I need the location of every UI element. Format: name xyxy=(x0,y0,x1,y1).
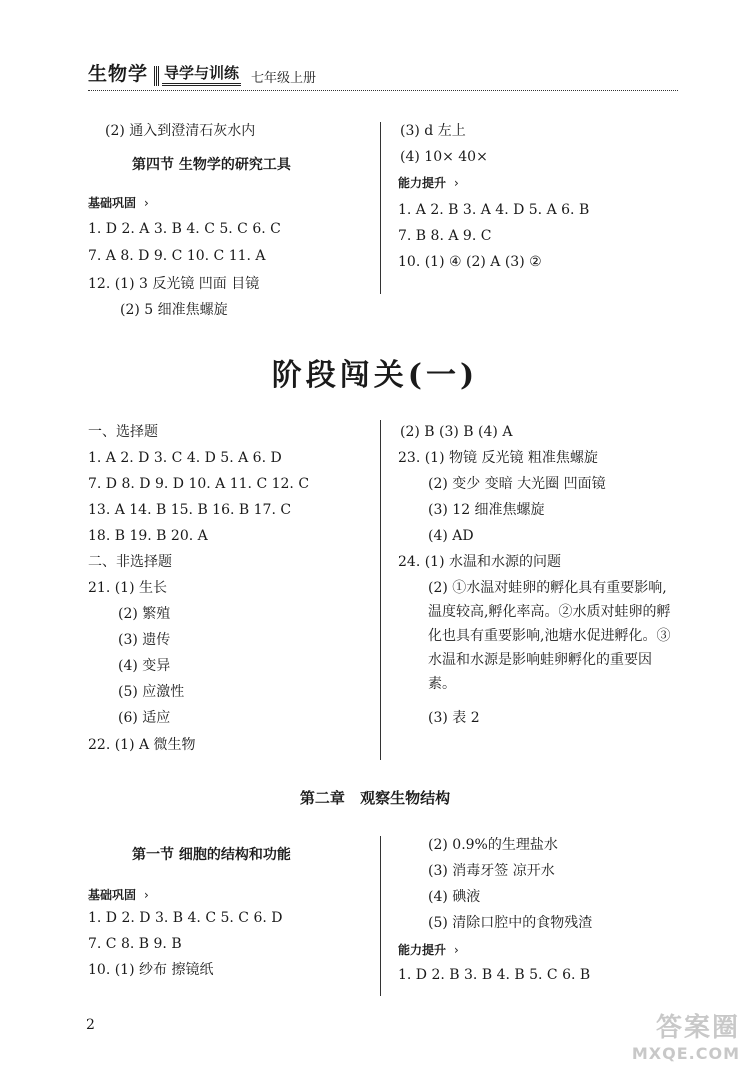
tag-ability-improvement xyxy=(398,174,459,192)
answer-line: (2) 变少 变暗 大光圈 凹面镜 xyxy=(428,476,606,492)
chevron-right-icon: › xyxy=(454,176,459,190)
header-divider xyxy=(88,90,678,91)
stage-title: 阶段闯关(一) xyxy=(271,358,479,393)
section-title: 第四节 生物学的研究工具 xyxy=(132,157,291,173)
tag-label: 基础巩固 xyxy=(88,196,137,210)
answer-line: (3) 遗传 xyxy=(118,632,171,648)
answer-line: (2) 繁殖 xyxy=(118,606,171,622)
answer-line: (5) 应激性 xyxy=(118,684,185,700)
section-label: 一、选择题 xyxy=(88,424,158,440)
answer-line: (6) 适应 xyxy=(118,710,171,726)
answer-line: 1. A 2. D 3. C 4. D 5. A 6. D xyxy=(88,450,282,466)
answer-line: (3) 消毒牙签 凉开水 xyxy=(428,863,555,879)
series-title: 导学与训练 xyxy=(162,62,241,86)
tag-label: 能力提升 xyxy=(398,943,447,957)
tag-label: 基础巩固 xyxy=(88,888,137,902)
answer-line: (2) 通入到澄清石灰水内 xyxy=(105,123,256,139)
answer-line: (4) AD xyxy=(428,528,474,544)
grade-label: 七年级上册 xyxy=(251,71,317,86)
answer-line: 7. D 8. D 9. D 10. A 11. C 12. C xyxy=(88,476,310,492)
column-divider-1 xyxy=(380,122,381,294)
subject-title: 生物学 xyxy=(88,63,149,85)
answer-line: 7. A 8. D 9. C 10. C 11. A xyxy=(88,248,266,264)
answer-line: 10. (1) 纱布 擦镜纸 xyxy=(88,962,214,978)
badge-stripe-decoration xyxy=(154,66,159,86)
answer-line: (4) 10× 40× xyxy=(400,149,488,165)
page-header xyxy=(88,60,316,86)
tag-basic-consolidation xyxy=(88,194,149,212)
answer-line: (2) 0.9%的生理盐水 xyxy=(428,837,558,853)
answer-line: 23. (1) 物镜 反光镜 粗准焦螺旋 xyxy=(398,450,598,466)
answer-line: (2) B (3) B (4) A xyxy=(400,424,513,440)
answer-line: 21. (1) 生长 xyxy=(88,580,167,596)
page-number: 2 xyxy=(86,1017,95,1033)
section-label: 二、非选择题 xyxy=(88,554,172,570)
series-badge xyxy=(154,62,241,86)
answer-line: 1. D 2. B 3. B 4. B 5. C 6. B xyxy=(398,967,591,983)
column-divider-3 xyxy=(380,836,381,996)
answer-line: 7. C 8. B 9. B xyxy=(88,936,182,952)
chevron-right-icon: › xyxy=(144,196,149,210)
chevron-right-icon: › xyxy=(144,888,149,902)
watermark-en: MXQE.COM xyxy=(631,1044,740,1063)
answer-line: 7. B 8. A 9. C xyxy=(398,228,492,244)
tag-basic-consolidation xyxy=(88,886,149,904)
tag-ability-improvement xyxy=(398,941,459,959)
answer-line: (2) 5 细准焦螺旋 xyxy=(120,302,228,318)
chapter-title: 第二章 观察生物结构 xyxy=(299,789,451,807)
answer-line: (3) d 左上 xyxy=(400,123,466,139)
answer-paragraph: (2) ①水温对蛙卵的孵化具有重要影响,温度较高,孵化率高。②水质对蛙卵的孵化也具有重要影响,池塘水促进孵化。③水温和水源是影响蛙卵孵化的重要因素。 xyxy=(428,580,671,692)
watermark-logo xyxy=(632,1007,740,1063)
chevron-right-icon: › xyxy=(454,943,459,957)
answer-line: 12. (1) 3 反光镜 凹面 目镜 xyxy=(88,276,260,292)
section-title: 第一节 细胞的结构和功能 xyxy=(132,847,291,863)
answer-line: (3) 12 细准焦螺旋 xyxy=(428,502,545,518)
watermark-cn: 答案圈 xyxy=(655,1013,740,1043)
answer-line: 1. D 2. A 3. B 4. C 5. C 6. C xyxy=(88,221,281,237)
answer-line: (4) 碘液 xyxy=(428,889,481,905)
answer-line: (4) 变异 xyxy=(118,658,171,674)
answer-line: 13. A 14. B 15. B 16. B 17. C xyxy=(88,502,292,518)
answer-line: 18. B 19. B 20. A xyxy=(88,528,208,544)
column-divider-2 xyxy=(380,420,381,760)
answer-line: 10. (1) ④ (2) A (3) ② xyxy=(398,254,542,270)
answer-line: 1. A 2. B 3. A 4. D 5. A 6. B xyxy=(398,202,590,218)
answer-line: 22. (1) A 微生物 xyxy=(88,737,196,753)
answer-line: 1. D 2. D 3. B 4. C 5. C 6. D xyxy=(88,910,283,926)
answer-line: (3) 表 2 xyxy=(428,710,480,726)
answer-line: (5) 清除口腔中的食物残渣 xyxy=(428,915,593,931)
tag-label: 能力提升 xyxy=(398,176,447,190)
answer-line: 24. (1) 水温和水源的问题 xyxy=(398,554,561,570)
